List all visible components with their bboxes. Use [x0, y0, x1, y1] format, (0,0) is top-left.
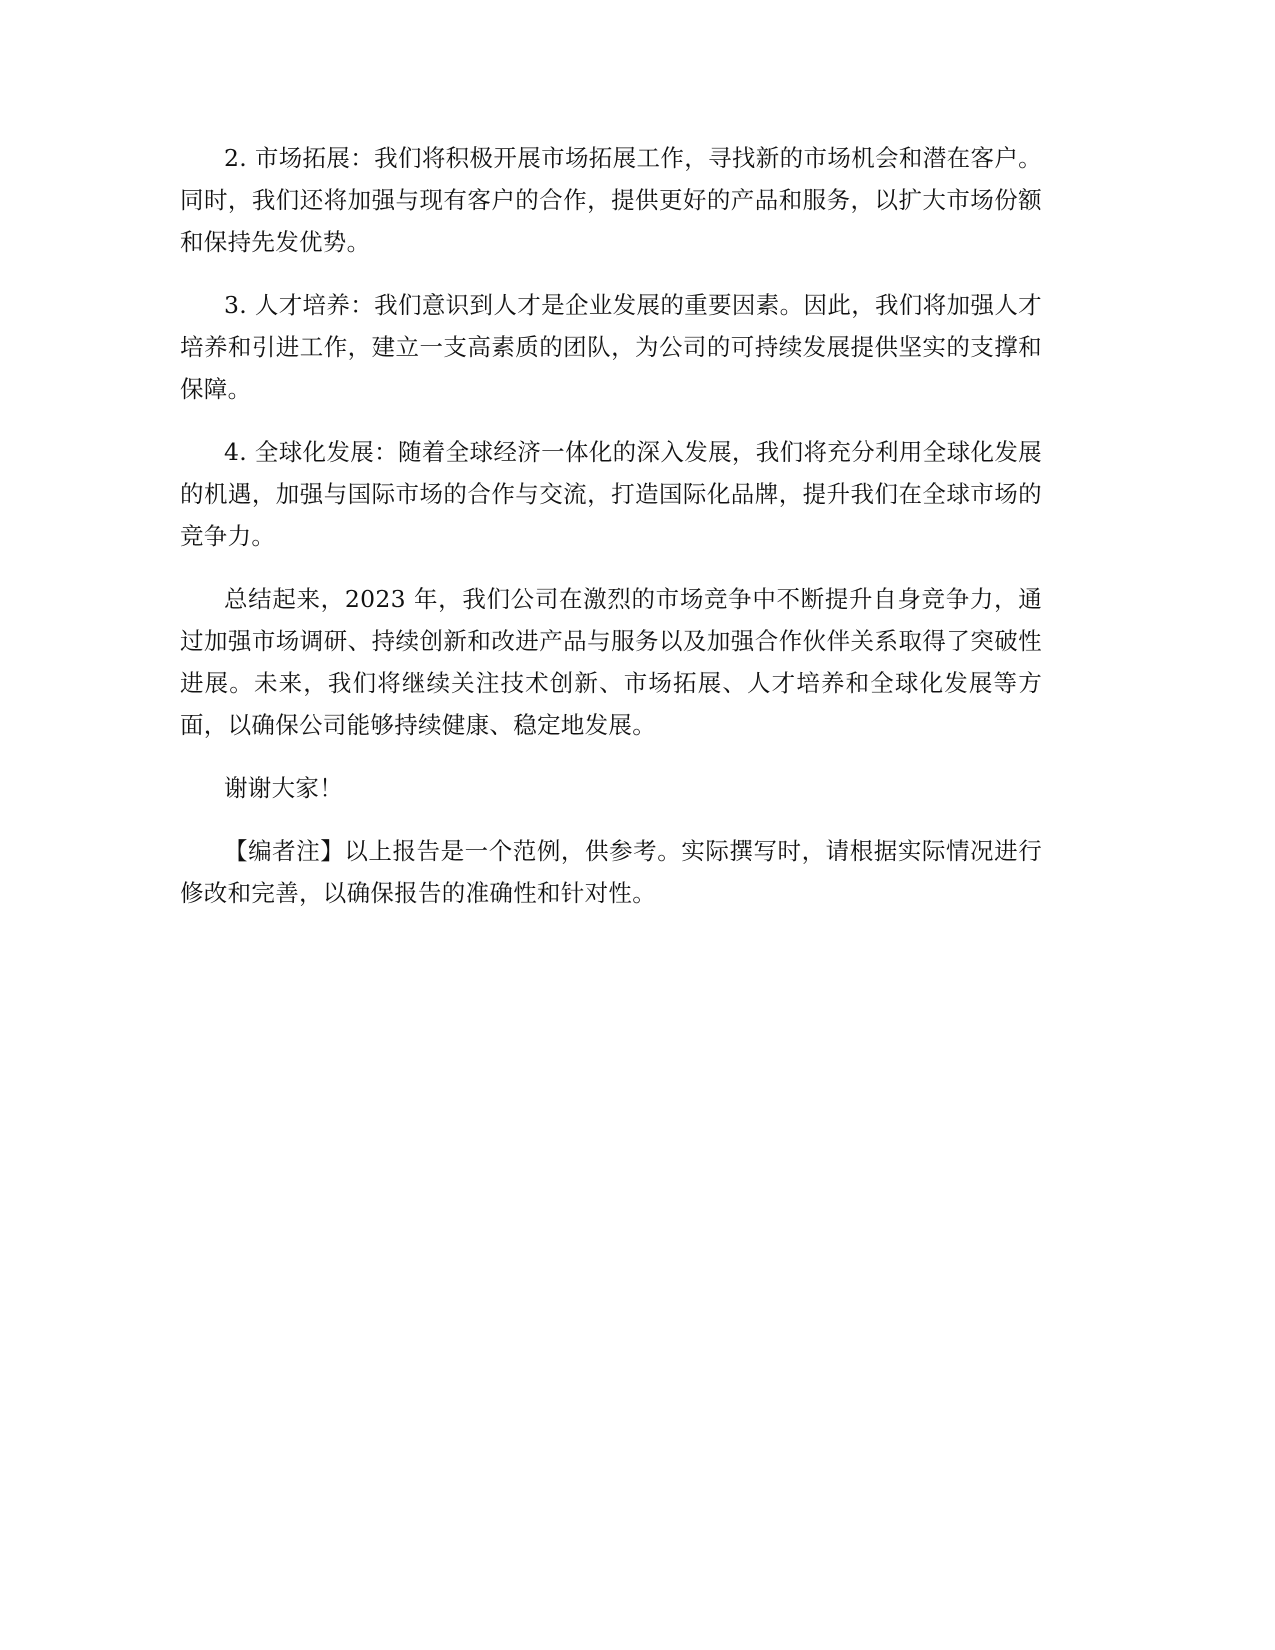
paragraph-globalization: 4. 全球化发展：随着全球经济一体化的深入发展，我们将充分利用全球化发展的机遇，加强与国际市场的合作与交流，打造国际化品牌，提升我们在全球市场的竞争力。 — [180, 438, 1042, 550]
paragraph-thanks: 谢谢大家！ — [224, 774, 343, 802]
document-page — [180, 137, 1042, 935]
paragraph-market-expansion: 2. 市场拓展：我们将积极开展市场拓展工作，寻找新的市场机会和潜在客户。同时，我们还将加强与现有客户的合作，提供更好的产品和服务，以扩大市场份额和保持先发优势。 — [180, 144, 1042, 256]
paragraph-summary: 总结起来，2023 年，我们公司在激烈的市场竞争中不断提升自身竞争力，通过加强市场调研、持续创新和改进产品与服务以及加强合作伙伴关系取得了突破性进展。未来，我们将继续关注技术创新、市场拓展、人才培养和全球化发展等方面，以确保公司能够持续健康、稳定地发展。 — [180, 585, 1042, 739]
paragraph-editor-note: 【编者注】以上报告是一个范例，供参考。实际撰写时，请根据实际情况进行修改和完善，以确保报告的准确性和针对性。 — [180, 837, 1042, 907]
paragraph-talent-development: 3. 人才培养：我们意识到人才是企业发展的重要因素。因此，我们将加强人才培养和引进工作，建立一支高素质的团队，为公司的可持续发展提供坚实的支撑和保障。 — [180, 291, 1042, 403]
